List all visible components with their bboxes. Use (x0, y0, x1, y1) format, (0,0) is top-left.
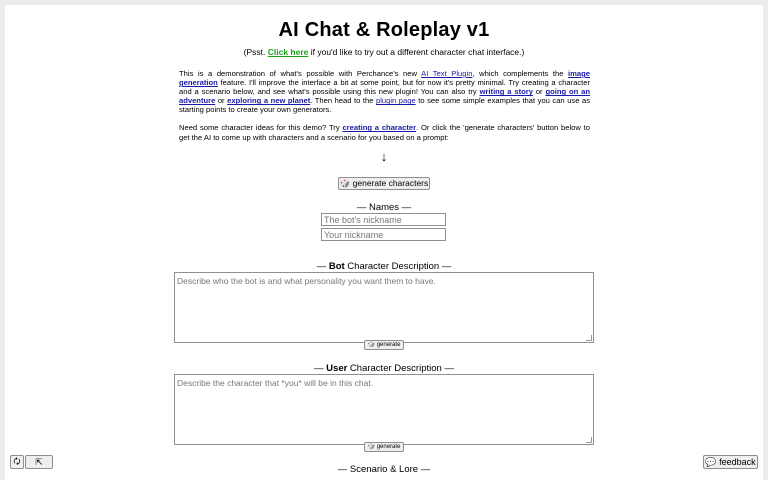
plugin-page-link[interactable]: plugin page (375, 96, 416, 106)
user-description-placeholder: Describe the character that *you* will be in this chat. (177, 378, 374, 388)
label-dash: — (316, 261, 329, 272)
alt-interface-link[interactable]: Click here (267, 47, 309, 57)
psst-suffix: if you'd like to try out a different character chat interface.) (308, 47, 525, 57)
intro-text-run: to see some simple examples that you can use as starting points to create your own generators. (179, 96, 590, 115)
psst-prefix: (Psst. (243, 47, 268, 57)
label-bold: User (326, 363, 348, 374)
intro-text-run: or (532, 87, 546, 97)
label-bold: Bot (328, 261, 345, 272)
ai-text-plugin-link[interactable]: AI Text Plugin (421, 69, 473, 78)
bot-description-label (5, 261, 763, 272)
user-nickname-input[interactable] (321, 228, 446, 241)
intro-text-run: feature. I'll improve the interface a bit at some point, but for now it's pretty minimal. Try creating a character and a scenario below, and see what's possible using this new plugin! You can also try (179, 78, 590, 97)
intro-text-run: Need some character ideas for this demo? Try (179, 123, 343, 133)
bot-description-placeholder: Describe who the bot is and what personality you want them to have. (177, 276, 436, 286)
user-description-textarea[interactable] (174, 374, 594, 445)
label-rest: Character Description — (347, 363, 454, 374)
image-generation-link[interactable]: image generation (179, 69, 590, 88)
scenario-lore-label: — Scenario & Lore — (337, 464, 431, 475)
adventure-link[interactable]: going on an adventure (179, 87, 590, 106)
creating-character-link[interactable]: creating a character (342, 123, 417, 133)
feedback-button[interactable]: 💬 feedback (703, 455, 758, 469)
intro-text-run: or (215, 96, 228, 106)
bot-description-textarea[interactable] (174, 272, 594, 343)
user-description-label (5, 363, 763, 374)
intro-text (179, 69, 590, 151)
resize-grip-icon[interactable] (586, 437, 592, 443)
label-rest: Character Description — (344, 261, 452, 272)
bot-nickname-input[interactable] (321, 213, 446, 226)
refresh-icon-button[interactable]: 🗘 (10, 455, 24, 469)
intro-paragraph-1 (179, 69, 590, 114)
page-title: AI Chat & Roleplay v1 (278, 19, 490, 41)
intro-text-run: . Then head to the (310, 96, 376, 106)
intro-paragraph-2 (179, 123, 590, 141)
generate-characters-button[interactable]: 🎲 generate characters (339, 178, 429, 188)
writing-story-link[interactable]: writing a story (479, 87, 533, 97)
user-generate-button[interactable]: 🎲 generate (364, 442, 404, 452)
intro-text-run: , which complements the (472, 69, 569, 78)
page (5, 5, 763, 480)
down-arrow-icon: ↓ (380, 149, 388, 164)
new-planet-link[interactable]: exploring a new planet (227, 96, 311, 106)
bot-generate-button[interactable]: 🎲 generate (364, 340, 404, 350)
names-label: — Names — (356, 202, 412, 213)
intro-text-run: . Or click the 'generate characters' button below to get the AI to come up with characters and a scenario for you based on a prompt: (179, 123, 590, 142)
expand-icon-button[interactable]: ⇱ (25, 455, 53, 469)
intro-text-run: This is a demonstration of what's possible with Perchance's new (179, 69, 422, 78)
psst-note (5, 47, 763, 57)
label-dash: — (314, 363, 327, 374)
resize-grip-icon[interactable] (586, 335, 592, 341)
